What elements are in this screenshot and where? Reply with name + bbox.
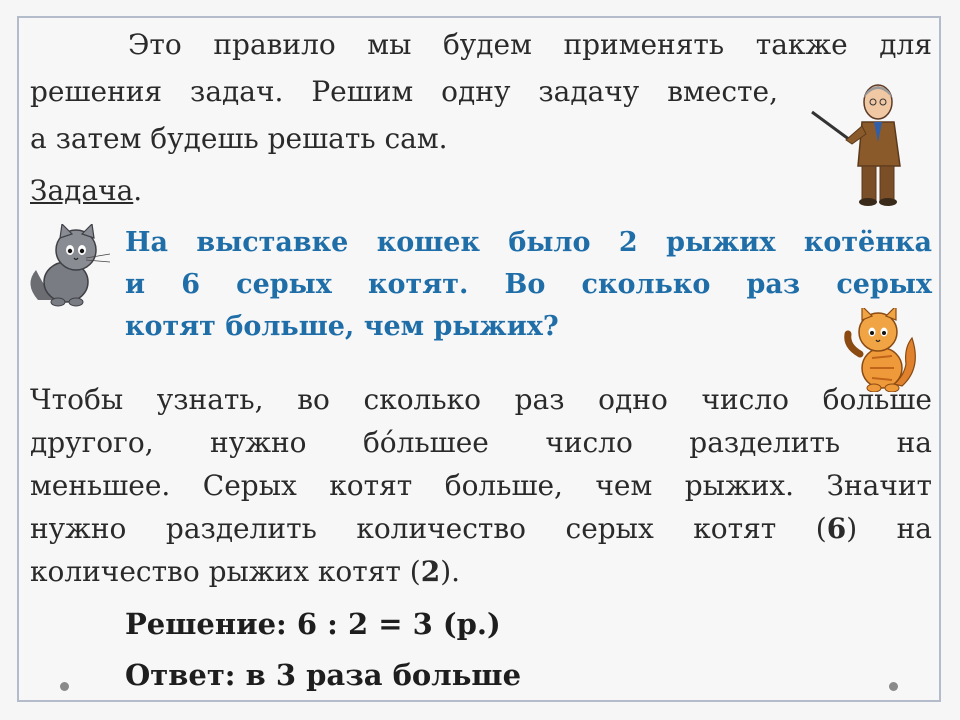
task-label-text: Задача (30, 174, 134, 207)
explanation-line-3: меньшее. Серых котят больше, чем рыжих. Значит (30, 469, 932, 502)
task-line-2: и 6 серых котят. Во сколько раз серых (125, 269, 932, 300)
corner-dot-right (889, 682, 898, 691)
task-label-suffix: . (133, 174, 143, 207)
explanation-line-5-a: количество рыжих котят ( (30, 555, 421, 588)
intro-line-1: Это правило мы будем применять также для (128, 28, 932, 61)
explanation-line-5-b: ). (440, 555, 461, 588)
task-line-3: котят больше, чем рыжих? (125, 311, 559, 342)
task-line-1: На выставке кошек было 2 рыжих котёнка (125, 227, 932, 258)
explanation-line-4-b: ) на (846, 512, 932, 545)
intro-line-3: а затем будешь решать сам. (30, 122, 448, 155)
intro-line-2: решения задач. Решим одну задачу вместе, (30, 75, 778, 108)
grey-count: 6 (826, 512, 847, 545)
corner-dot-left (60, 682, 69, 691)
answer-text: Ответ: в 3 раза больше (125, 658, 522, 692)
ginger-count: 2 (420, 555, 441, 588)
explanation-line-4 (30, 508, 932, 550)
explanation-line-4-a: нужно разделить количество серых котят ( (30, 512, 827, 545)
explanation-line-1: Чтобы узнать, во сколько раз одно число больше (30, 383, 932, 416)
explanation-line-5 (30, 551, 932, 593)
grey-kitten-illustration (18, 224, 116, 308)
solution-text: Решение: 6 : 2 = 3 (р.) (125, 607, 501, 641)
task-label (30, 170, 932, 212)
explanation-line-2: другого, нужно бóльшее число разделить на (30, 426, 932, 459)
